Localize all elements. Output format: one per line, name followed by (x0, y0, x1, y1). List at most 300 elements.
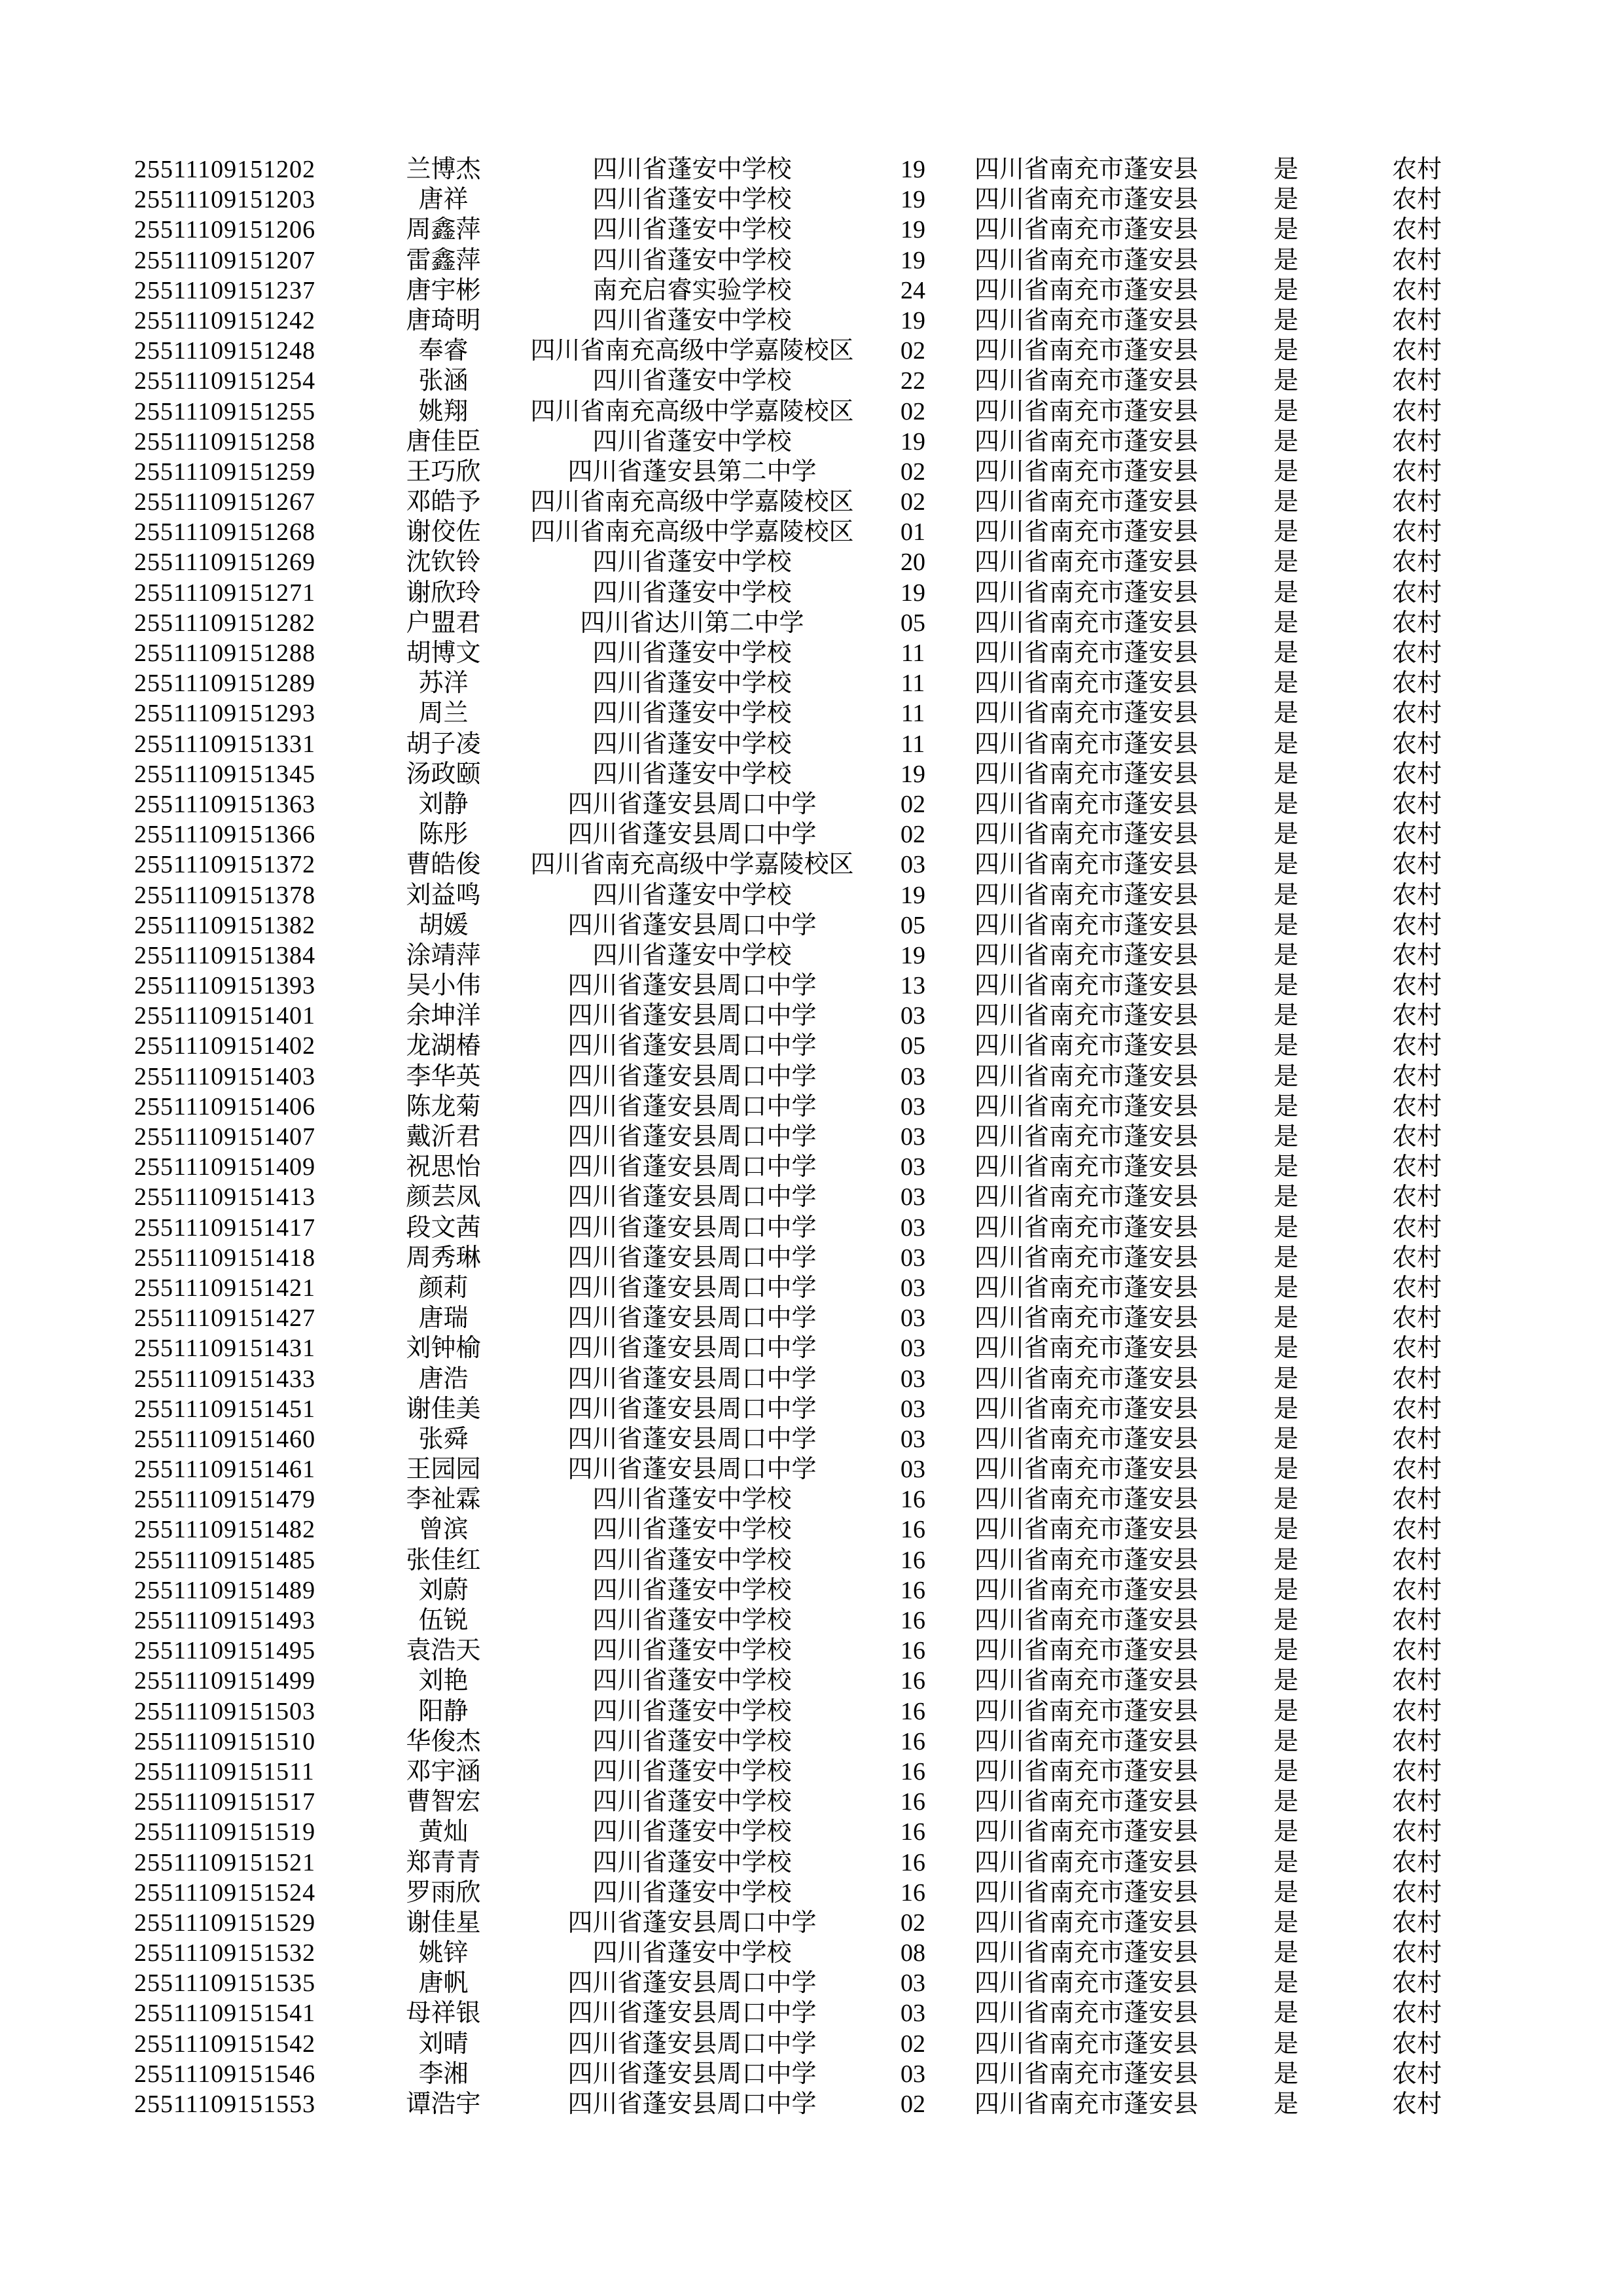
cell-fresh-graduate-flag: 是 (1273, 1213, 1298, 1242)
cell-school-name: 四川省蓬安中学校 (592, 548, 792, 577)
cell-class-number: 16 (901, 1757, 925, 1785)
cell-region: 四川省南充市蓬安县 (974, 1274, 1198, 1302)
cell-fresh-graduate-flag: 是 (1273, 518, 1298, 547)
cell-student-name: 王园园 (406, 1456, 481, 1484)
cell-fresh-graduate-flag: 是 (1273, 1183, 1298, 1211)
cell-fresh-graduate-flag: 是 (1273, 1788, 1298, 1816)
cell-fresh-graduate-flag: 是 (1273, 1032, 1298, 1060)
cell-exam-id: 25511109151479 (134, 1486, 316, 1514)
cell-student-name: 刘艳 (418, 1667, 469, 1695)
cell-household-type: 农村 (1391, 276, 1442, 304)
cell-region: 四川省南充市蓬安县 (974, 186, 1198, 214)
cell-exam-id: 25511109151489 (134, 1576, 316, 1604)
cell-region: 四川省南充市蓬安县 (974, 276, 1198, 304)
cell-student-name: 唐祥 (418, 186, 469, 214)
table-row (134, 578, 1472, 608)
cell-exam-id: 25511109151282 (134, 609, 316, 637)
cell-exam-id: 25511109151433 (134, 1365, 316, 1393)
cell-class-number: 03 (901, 2000, 925, 2028)
cell-class-number: 13 (901, 972, 925, 1000)
cell-exam-id: 25511109151363 (134, 790, 316, 818)
cell-school-name: 四川省蓬安中学校 (592, 367, 792, 395)
cell-exam-id: 25511109151546 (134, 2060, 316, 2088)
cell-student-name: 刘钟榆 (406, 1335, 481, 1363)
cell-fresh-graduate-flag: 是 (1273, 1335, 1298, 1363)
cell-fresh-graduate-flag: 是 (1273, 1516, 1298, 1544)
cell-exam-id: 25511109151242 (134, 306, 316, 334)
cell-student-name: 胡媛 (418, 911, 469, 939)
cell-exam-id: 25511109151535 (134, 1969, 316, 1998)
cell-school-name: 四川省达川第二中学 (580, 609, 804, 637)
cell-student-name: 龙湖椿 (406, 1032, 481, 1060)
cell-student-name: 刘益鸣 (406, 881, 481, 909)
cell-class-number: 16 (901, 1818, 925, 1846)
cell-exam-id: 25511109151407 (134, 1123, 316, 1151)
cell-exam-id: 25511109151382 (134, 911, 316, 939)
table-row (134, 698, 1472, 728)
cell-class-number: 02 (901, 2030, 925, 2058)
cell-household-type: 农村 (1391, 1456, 1442, 1484)
cell-student-name: 邓皓予 (406, 488, 481, 516)
cell-fresh-graduate-flag: 是 (1273, 367, 1298, 395)
cell-school-name: 四川省蓬安县周口中学 (567, 1002, 817, 1030)
cell-region: 四川省南充市蓬安县 (974, 367, 1198, 395)
cell-class-number: 02 (901, 821, 925, 849)
cell-class-number: 03 (901, 1213, 925, 1242)
cell-fresh-graduate-flag: 是 (1273, 337, 1298, 365)
cell-household-type: 农村 (1391, 306, 1442, 334)
cell-school-name: 四川省蓬安中学校 (592, 1727, 792, 1755)
table-row (134, 971, 1472, 1001)
cell-class-number: 03 (901, 1456, 925, 1484)
cell-exam-id: 25511109151267 (134, 488, 316, 516)
cell-household-type: 农村 (1391, 670, 1442, 698)
table-row (134, 819, 1472, 850)
cell-student-name: 余坤洋 (406, 1002, 481, 1030)
table-row (134, 1273, 1472, 1303)
cell-fresh-graduate-flag: 是 (1273, 1123, 1298, 1151)
cell-student-name: 吴小伟 (406, 972, 481, 1000)
cell-household-type: 农村 (1391, 730, 1442, 758)
cell-household-type: 农村 (1391, 1425, 1442, 1453)
cell-student-name: 邓宇涵 (406, 1757, 481, 1785)
cell-household-type: 农村 (1391, 911, 1442, 939)
cell-exam-id: 25511109151413 (134, 1183, 316, 1211)
cell-fresh-graduate-flag: 是 (1273, 1092, 1298, 1121)
cell-student-name: 曾滨 (418, 1516, 469, 1544)
table-row (134, 1727, 1472, 1757)
cell-class-number: 19 (901, 760, 925, 788)
cell-fresh-graduate-flag: 是 (1273, 1274, 1298, 1302)
cell-household-type: 农村 (1391, 1788, 1442, 1816)
cell-student-name: 华俊杰 (406, 1727, 481, 1755)
cell-student-name: 颜芸凤 (406, 1183, 481, 1211)
cell-exam-id: 25511109151529 (134, 1909, 316, 1937)
cell-region: 四川省南充市蓬安县 (974, 397, 1198, 425)
cell-fresh-graduate-flag: 是 (1273, 1607, 1298, 1634)
table-row (134, 517, 1472, 547)
cell-exam-id: 25511109151259 (134, 457, 316, 486)
cell-household-type: 农村 (1391, 941, 1442, 969)
cell-class-number: 11 (901, 670, 925, 698)
cell-exam-id: 25511109151207 (134, 246, 316, 274)
cell-household-type: 农村 (1391, 2060, 1442, 2088)
table-row (134, 941, 1472, 971)
table-row (134, 1243, 1472, 1273)
table-row (134, 1515, 1472, 1545)
cell-exam-id: 25511109151378 (134, 881, 316, 909)
cell-exam-id: 25511109151521 (134, 1848, 316, 1876)
cell-exam-id: 25511109151541 (134, 2000, 316, 2028)
cell-household-type: 农村 (1391, 1274, 1442, 1302)
cell-region: 四川省南充市蓬安县 (974, 1576, 1198, 1604)
cell-exam-id: 25511109151511 (134, 1757, 315, 1785)
cell-fresh-graduate-flag: 是 (1273, 2000, 1298, 2028)
cell-school-name: 四川省蓬安县周口中学 (567, 2030, 817, 2058)
cell-household-type: 农村 (1391, 518, 1442, 547)
cell-school-name: 四川省蓬安县周口中学 (567, 1153, 817, 1181)
cell-fresh-graduate-flag: 是 (1273, 156, 1298, 183)
cell-region: 四川省南充市蓬安县 (974, 1365, 1198, 1393)
table-row (134, 1938, 1472, 1968)
cell-fresh-graduate-flag: 是 (1273, 1909, 1298, 1937)
cell-school-name: 四川省蓬安中学校 (592, 1516, 792, 1544)
cell-region: 四川省南充市蓬安县 (974, 1727, 1198, 1755)
cell-class-number: 02 (901, 397, 925, 425)
cell-exam-id: 25511109151206 (134, 216, 316, 244)
table-row (134, 245, 1472, 276)
cell-household-type: 农村 (1391, 1607, 1442, 1634)
cell-region: 四川省南充市蓬安县 (974, 821, 1198, 849)
cell-region: 四川省南充市蓬安县 (974, 639, 1198, 667)
table-row (134, 1878, 1472, 1908)
table-row (134, 457, 1472, 487)
cell-fresh-graduate-flag: 是 (1273, 427, 1298, 456)
cell-fresh-graduate-flag: 是 (1273, 216, 1298, 244)
cell-school-name: 四川省蓬安县周口中学 (567, 1365, 817, 1393)
cell-exam-id: 25511109151401 (134, 1002, 316, 1030)
cell-class-number: 03 (901, 1395, 925, 1423)
cell-class-number: 16 (901, 1788, 925, 1816)
cell-student-name: 唐佳臣 (406, 427, 481, 456)
cell-region: 四川省南充市蓬安县 (974, 1939, 1198, 1967)
cell-class-number: 02 (901, 790, 925, 818)
cell-fresh-graduate-flag: 是 (1273, 276, 1298, 304)
cell-fresh-graduate-flag: 是 (1273, 1969, 1298, 1998)
cell-region: 四川省南充市蓬安县 (974, 1032, 1198, 1060)
cell-household-type: 农村 (1391, 972, 1442, 1000)
cell-student-name: 姚翔 (418, 397, 469, 425)
cell-region: 四川省南充市蓬安县 (974, 670, 1198, 698)
table-row (134, 215, 1472, 245)
student-table (134, 154, 1472, 2119)
cell-school-name: 四川省蓬安中学校 (592, 881, 792, 909)
cell-household-type: 农村 (1391, 1183, 1442, 1211)
table-row (134, 759, 1472, 789)
cell-student-name: 袁浩天 (406, 1637, 481, 1665)
cell-fresh-graduate-flag: 是 (1273, 1456, 1298, 1484)
table-row (134, 185, 1472, 215)
cell-exam-id: 25511109151268 (134, 518, 316, 547)
cell-region: 四川省南充市蓬安县 (974, 790, 1198, 818)
cell-fresh-graduate-flag: 是 (1273, 790, 1298, 818)
cell-student-name: 罗雨欣 (406, 1878, 481, 1907)
table-row (134, 1908, 1472, 1938)
cell-household-type: 农村 (1391, 1304, 1442, 1333)
cell-household-type: 农村 (1391, 1032, 1442, 1060)
cell-student-name: 张涵 (418, 367, 469, 395)
cell-household-type: 农村 (1391, 1576, 1442, 1604)
cell-student-name: 刘蔚 (418, 1576, 469, 1604)
cell-class-number: 16 (901, 1667, 925, 1695)
cell-exam-id: 25511109151524 (134, 1878, 316, 1907)
cell-region: 四川省南充市蓬安县 (974, 518, 1198, 547)
cell-class-number: 16 (901, 1576, 925, 1604)
cell-school-name: 四川省蓬安县周口中学 (567, 1274, 817, 1302)
cell-fresh-graduate-flag: 是 (1273, 2060, 1298, 2088)
cell-region: 四川省南充市蓬安县 (974, 1244, 1198, 1272)
cell-household-type: 农村 (1391, 1909, 1442, 1937)
cell-school-name: 四川省蓬安县周口中学 (567, 1123, 817, 1151)
cell-region: 四川省南充市蓬安县 (974, 2060, 1198, 2088)
cell-region: 四川省南充市蓬安县 (974, 1092, 1198, 1121)
cell-fresh-graduate-flag: 是 (1273, 1153, 1298, 1181)
cell-household-type: 农村 (1391, 216, 1442, 244)
cell-school-name: 四川省蓬安县周口中学 (567, 1244, 817, 1272)
cell-region: 四川省南充市蓬安县 (974, 941, 1198, 969)
table-row (134, 276, 1472, 306)
cell-student-name: 李祉霖 (406, 1486, 481, 1514)
table-row (134, 1122, 1472, 1152)
cell-student-name: 刘晴 (418, 2030, 469, 2058)
cell-class-number: 05 (901, 1032, 925, 1060)
cell-region: 四川省南充市蓬安县 (974, 1183, 1198, 1211)
cell-school-name: 四川省南充高级中学嘉陵校区 (530, 337, 854, 365)
cell-region: 四川省南充市蓬安县 (974, 1637, 1198, 1665)
cell-class-number: 11 (901, 700, 925, 728)
cell-household-type: 农村 (1391, 367, 1442, 395)
cell-student-name: 户盟君 (406, 609, 481, 637)
cell-class-number: 03 (901, 1092, 925, 1121)
cell-household-type: 农村 (1391, 1123, 1442, 1151)
cell-region: 四川省南充市蓬安县 (974, 700, 1198, 728)
cell-school-name: 四川省蓬安中学校 (592, 216, 792, 244)
cell-region: 四川省南充市蓬安县 (974, 1546, 1198, 1574)
cell-region: 四川省南充市蓬安县 (974, 216, 1198, 244)
cell-region: 四川省南充市蓬安县 (974, 1667, 1198, 1695)
cell-household-type: 农村 (1391, 186, 1442, 214)
cell-class-number: 02 (901, 2090, 925, 2118)
table-row (134, 1152, 1472, 1182)
cell-household-type: 农村 (1391, 821, 1442, 849)
cell-student-name: 张佳红 (406, 1546, 481, 1574)
cell-exam-id: 25511109151532 (134, 1939, 316, 1967)
cell-fresh-graduate-flag: 是 (1273, 1425, 1298, 1453)
cell-class-number: 19 (901, 941, 925, 969)
cell-school-name: 四川省蓬安中学校 (592, 1637, 792, 1665)
cell-class-number: 11 (901, 639, 925, 667)
cell-household-type: 农村 (1391, 1757, 1442, 1785)
cell-household-type: 农村 (1391, 337, 1442, 365)
cell-school-name: 四川省蓬安中学校 (592, 1576, 792, 1604)
cell-school-name: 四川省蓬安中学校 (592, 700, 792, 728)
table-row (134, 1031, 1472, 1061)
cell-household-type: 农村 (1391, 1637, 1442, 1665)
table-row (134, 638, 1472, 668)
cell-household-type: 农村 (1391, 488, 1442, 516)
cell-exam-id: 25511109151372 (134, 851, 316, 879)
cell-school-name: 四川省蓬安县第二中学 (567, 457, 817, 486)
cell-school-name: 四川省蓬安中学校 (592, 1848, 792, 1876)
cell-school-name: 四川省蓬安县周口中学 (567, 2000, 817, 2028)
cell-school-name: 四川省蓬安县周口中学 (567, 1213, 817, 1242)
cell-student-name: 唐琦明 (406, 306, 481, 334)
cell-fresh-graduate-flag: 是 (1273, 730, 1298, 758)
cell-household-type: 农村 (1391, 579, 1442, 607)
table-row (134, 1303, 1472, 1333)
table-row (134, 397, 1472, 427)
table-row (134, 910, 1472, 941)
cell-household-type: 农村 (1391, 2030, 1442, 2058)
cell-class-number: 16 (901, 1727, 925, 1755)
cell-fresh-graduate-flag: 是 (1273, 670, 1298, 698)
cell-region: 四川省南充市蓬安县 (974, 851, 1198, 879)
cell-exam-id: 25511109151406 (134, 1092, 316, 1121)
cell-exam-id: 25511109151237 (134, 276, 316, 304)
cell-school-name: 四川省蓬安中学校 (592, 1788, 792, 1816)
cell-class-number: 01 (901, 518, 925, 547)
cell-class-number: 16 (901, 1848, 925, 1876)
cell-student-name: 曹智宏 (406, 1788, 481, 1816)
cell-exam-id: 25511109151460 (134, 1425, 316, 1453)
cell-exam-id: 25511109151417 (134, 1213, 316, 1242)
cell-household-type: 农村 (1391, 1244, 1442, 1272)
cell-fresh-graduate-flag: 是 (1273, 760, 1298, 788)
cell-exam-id: 25511109151485 (134, 1546, 316, 1574)
cell-class-number: 16 (901, 1486, 925, 1514)
cell-region: 四川省南充市蓬安县 (974, 1335, 1198, 1363)
cell-class-number: 02 (901, 457, 925, 486)
cell-student-name: 刘静 (418, 790, 469, 818)
cell-student-name: 阳静 (418, 1697, 469, 1725)
cell-region: 四川省南充市蓬安县 (974, 2030, 1198, 2058)
cell-exam-id: 25511109151542 (134, 2030, 316, 2058)
cell-exam-id: 25511109151393 (134, 972, 316, 1000)
table-row (134, 1424, 1472, 1454)
cell-class-number: 08 (901, 1939, 925, 1967)
cell-class-number: 20 (901, 548, 925, 577)
table-row (134, 668, 1472, 698)
table-row (134, 1787, 1472, 1817)
cell-region: 四川省南充市蓬安县 (974, 1304, 1198, 1333)
table-row (134, 789, 1472, 819)
cell-household-type: 农村 (1391, 457, 1442, 486)
cell-student-name: 姚锌 (418, 1939, 469, 1967)
cell-class-number: 11 (901, 730, 925, 758)
cell-fresh-graduate-flag: 是 (1273, 548, 1298, 577)
cell-fresh-graduate-flag: 是 (1273, 639, 1298, 667)
cell-fresh-graduate-flag: 是 (1273, 488, 1298, 516)
cell-school-name: 四川省蓬安县周口中学 (567, 911, 817, 939)
cell-class-number: 24 (901, 276, 925, 304)
table-row (134, 2089, 1472, 2119)
cell-exam-id: 25511109151254 (134, 367, 316, 395)
cell-class-number: 05 (901, 609, 925, 637)
cell-school-name: 四川省蓬安中学校 (592, 1697, 792, 1725)
cell-region: 四川省南充市蓬安县 (974, 760, 1198, 788)
cell-student-name: 周兰 (418, 700, 469, 728)
table-row (134, 880, 1472, 910)
cell-student-name: 胡子凌 (406, 730, 481, 758)
table-row (134, 1757, 1472, 1787)
table-row (134, 487, 1472, 517)
cell-class-number: 03 (901, 1183, 925, 1211)
cell-class-number: 03 (901, 2060, 925, 2088)
cell-student-name: 祝思怡 (406, 1153, 481, 1181)
cell-student-name: 沈钦铃 (406, 548, 481, 577)
table-row (134, 1092, 1472, 1122)
cell-household-type: 农村 (1391, 760, 1442, 788)
cell-region: 四川省南充市蓬安县 (974, 609, 1198, 637)
cell-exam-id: 25511109151203 (134, 186, 316, 214)
table-row (134, 1182, 1472, 1212)
cell-region: 四川省南充市蓬安县 (974, 1607, 1198, 1634)
cell-region: 四川省南充市蓬安县 (974, 1878, 1198, 1907)
table-row (134, 1817, 1472, 1847)
cell-household-type: 农村 (1391, 851, 1442, 879)
cell-class-number: 02 (901, 1909, 925, 1937)
cell-fresh-graduate-flag: 是 (1273, 1848, 1298, 1876)
cell-exam-id: 25511109151269 (134, 548, 316, 577)
cell-exam-id: 25511109151503 (134, 1697, 316, 1725)
table-row (134, 1968, 1472, 1998)
cell-household-type: 农村 (1391, 1667, 1442, 1695)
cell-class-number: 03 (901, 1304, 925, 1333)
cell-exam-id: 25511109151461 (134, 1456, 316, 1484)
cell-region: 四川省南充市蓬安县 (974, 1213, 1198, 1242)
cell-class-number: 03 (901, 1274, 925, 1302)
cell-class-number: 03 (901, 1425, 925, 1453)
cell-fresh-graduate-flag: 是 (1273, 2090, 1298, 2118)
cell-exam-id: 25511109151345 (134, 760, 316, 788)
cell-student-name: 苏洋 (418, 670, 469, 698)
cell-class-number: 16 (901, 1637, 925, 1665)
cell-region: 四川省南充市蓬安县 (974, 1062, 1198, 1090)
cell-household-type: 农村 (1391, 1878, 1442, 1907)
cell-student-name: 王巧欣 (406, 457, 481, 486)
cell-fresh-graduate-flag: 是 (1273, 1486, 1298, 1514)
cell-student-name: 唐帆 (418, 1969, 469, 1998)
cell-region: 四川省南充市蓬安县 (974, 2090, 1198, 2118)
cell-school-name: 南充启睿实验学校 (592, 276, 792, 304)
cell-student-name: 谢佳美 (406, 1395, 481, 1423)
table-row (134, 547, 1472, 577)
cell-school-name: 四川省蓬安县周口中学 (567, 1395, 817, 1423)
cell-household-type: 农村 (1391, 1153, 1442, 1181)
cell-school-name: 四川省蓬安中学校 (592, 1878, 792, 1907)
cell-fresh-graduate-flag: 是 (1273, 972, 1298, 1000)
cell-exam-id: 25511109151499 (134, 1667, 316, 1695)
cell-fresh-graduate-flag: 是 (1273, 397, 1298, 425)
cell-household-type: 农村 (1391, 1969, 1442, 1998)
cell-student-name: 谭浩宇 (406, 2090, 481, 2118)
table-row (134, 1213, 1472, 1243)
cell-school-name: 四川省南充高级中学嘉陵校区 (530, 488, 854, 516)
table-row (134, 1394, 1472, 1424)
cell-exam-id: 25511109151427 (134, 1304, 316, 1333)
cell-region: 四川省南充市蓬安县 (974, 1002, 1198, 1030)
cell-household-type: 农村 (1391, 1062, 1442, 1090)
